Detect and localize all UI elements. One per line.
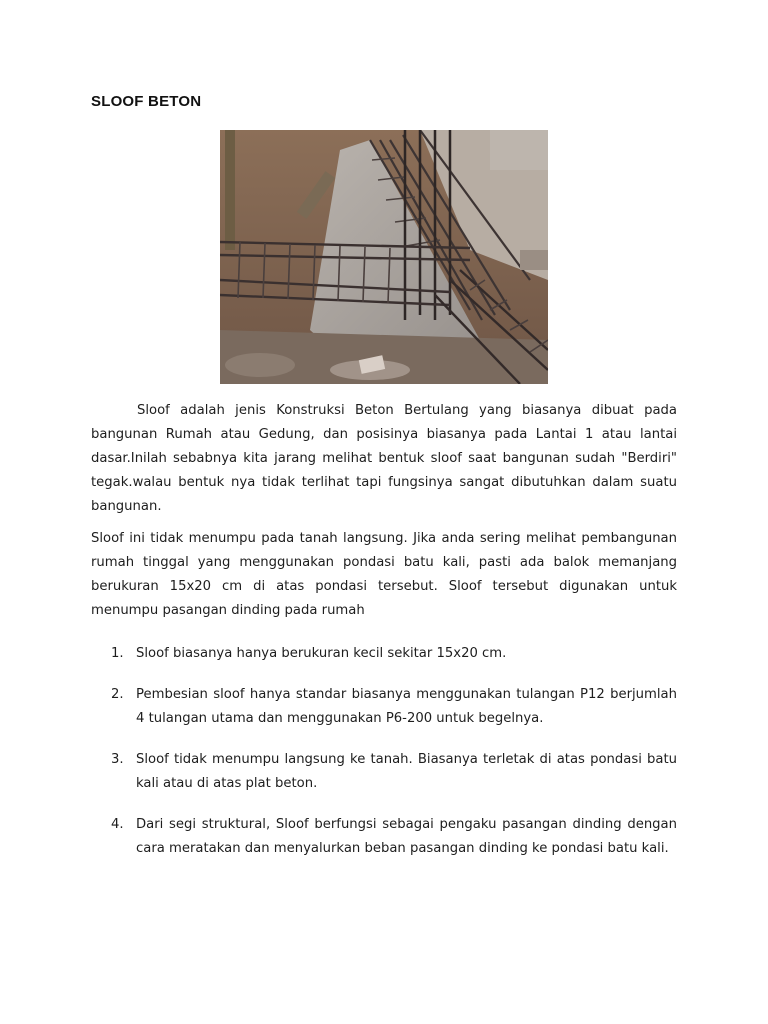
rebar-photo-illustration xyxy=(220,130,548,384)
list-item-text: Dari segi struktural, Sloof berfungsi sebagai pengaku pasangan dinding dengan cara meratakan dan menyalurkan beban pasangan dinding ke pondasi batu kali. xyxy=(136,817,677,856)
paragraph-sloof-support: Sloof ini tidak menumpu pada tanah langsung. Jika anda sering melihat pembangunan rumah tinggal yang menggunakan pondasi batu kali, pasti ada balok memanjang berukuran 15x20 cm di atas pondasi tersebut. Sloof tersebut digunakan untuk menumpu pasangan dinding pada rumah xyxy=(91,531,677,618)
list-item xyxy=(91,813,677,861)
rebar-photo xyxy=(220,130,548,384)
list-item-number: 4. xyxy=(111,817,124,832)
list-item-text: Sloof tidak menumpu langsung ke tanah. Biasanya terletak di atas pondasi batu kali atau di atas plat beton. xyxy=(136,752,677,791)
list-item-text: Sloof biasanya hanya berukuran kecil sekitar 15x20 cm. xyxy=(136,646,507,661)
sloof-facts-list xyxy=(91,642,677,878)
page-title: SLOOF BETON xyxy=(91,93,202,110)
list-item-text: Pembesian sloof hanya standar biasanya menggunakan tulangan P12 berjumlah 4 tulangan utama dan menggunakan P6-200 untuk begelnya. xyxy=(136,687,677,726)
list-item-number: 1. xyxy=(111,646,124,661)
paragraph-intro: Sloof adalah jenis Konstruksi Beton Bertulang yang biasanya dibuat pada bangunan Rumah atau Gedung, dan posisinya biasanya pada Lantai 1 atau lantai dasar.Inilah sebabnya kita jarang melihat bentuk sloof saat bangunan sudah "Berdiri" tegak.walau bentuk nya tidak terlihat tapi fungsinya sangat dibutuhkan dalam suatu bangunan. xyxy=(91,403,677,514)
list-item-number: 2. xyxy=(111,687,124,702)
list-item-number: 3. xyxy=(111,752,124,767)
list-item xyxy=(91,683,677,731)
list-item xyxy=(91,642,677,666)
list-item xyxy=(91,748,677,796)
